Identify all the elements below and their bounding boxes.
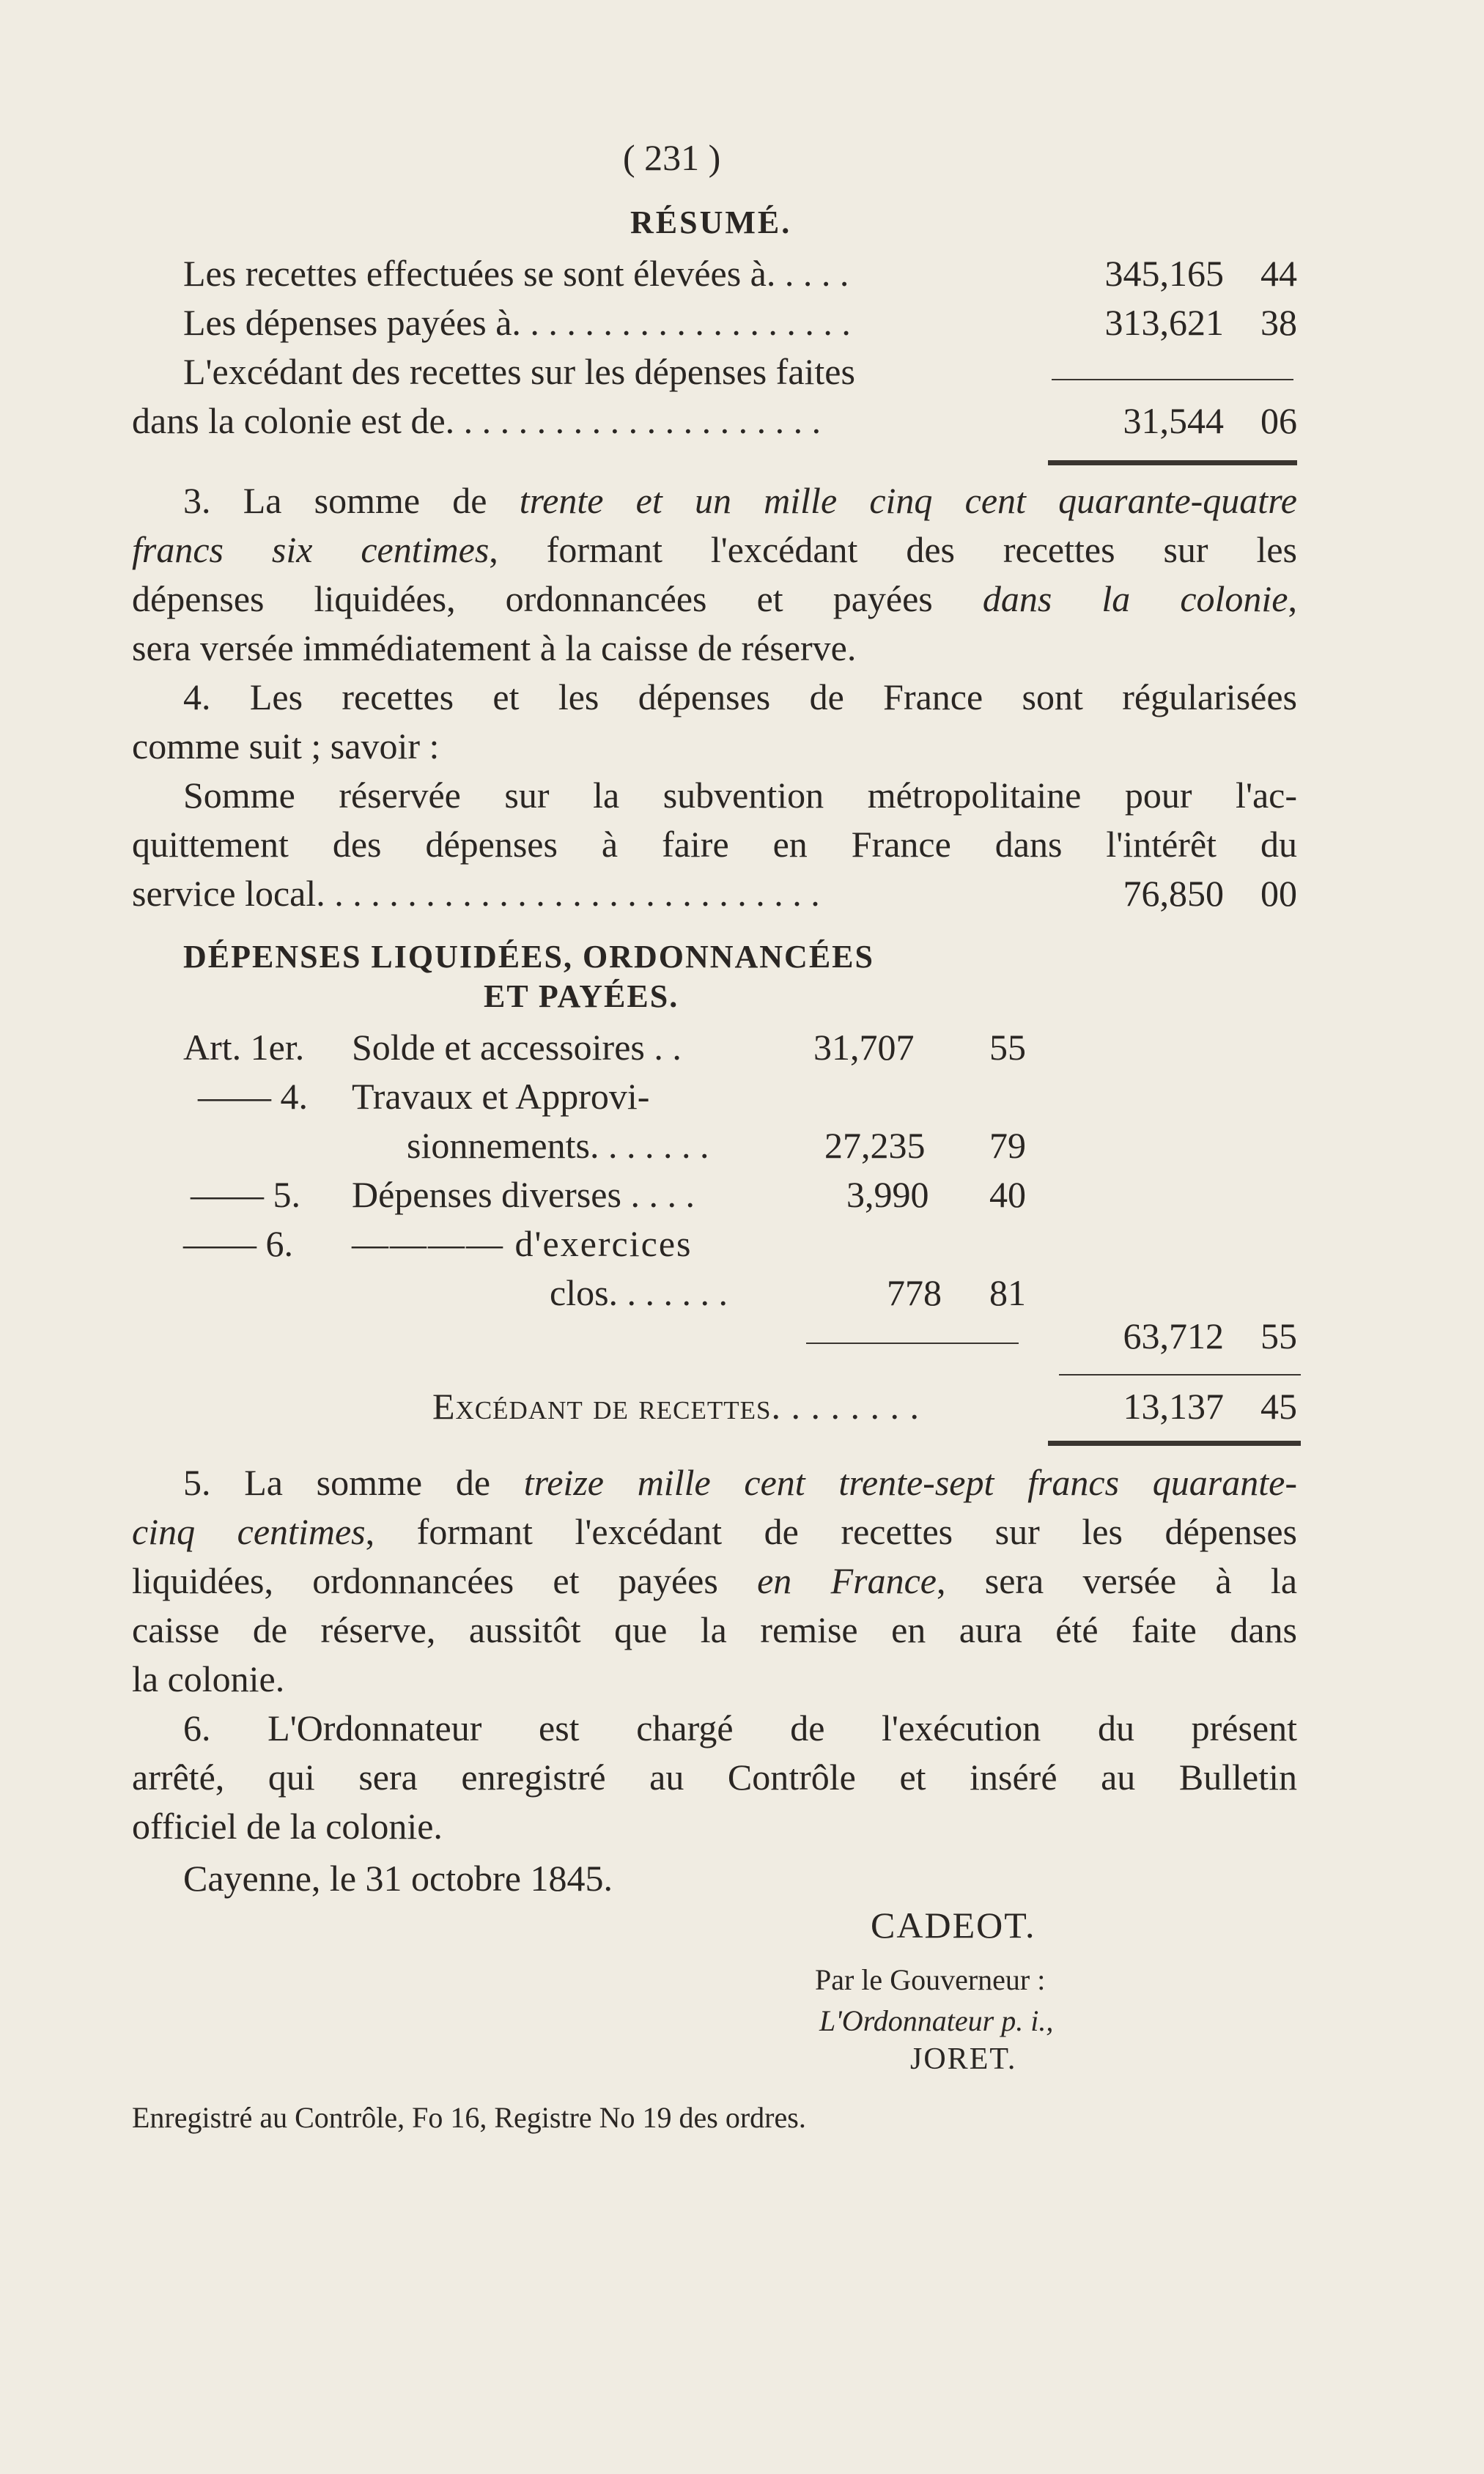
resume-row-cents: 44 <box>1260 253 1297 294</box>
date-line: Cayenne, le 31 octobre 1845. <box>183 1858 613 1899</box>
para4-amount: 76,850 <box>1123 873 1224 914</box>
depense-item <box>183 1170 1033 1219</box>
resume-row-amount: 345,165 <box>1104 253 1224 294</box>
para5-text: , sera versée à la <box>936 1560 1298 1601</box>
para5-italic: treize mille cent trente-sept francs quarante- <box>523 1462 1297 1503</box>
depense-item <box>183 1023 1033 1071</box>
ordonnateur: L'Ordonnateur p. i., <box>819 2004 1054 2037</box>
resume-row-amount: 313,621 <box>1104 302 1224 343</box>
para3-italic: dans la colonie <box>982 578 1288 619</box>
depense-label: sionnements. . . . . . . <box>407 1125 709 1166</box>
para5-line4: caisse de réserve, aussitôt que la remise en aura été faite dans <box>132 1609 1297 1650</box>
depense-label: ———— d'exercices <box>352 1223 693 1264</box>
depense-label: clos. . . . . . . <box>550 1272 728 1313</box>
depense-prefix: Art. 1er. <box>183 1027 305 1068</box>
joret: JORET. <box>910 2042 1017 2076</box>
excedant-rule <box>1048 1441 1301 1446</box>
resume-row-2 <box>183 298 1304 347</box>
resume-dash-rule <box>1052 379 1293 380</box>
resume-row-1 <box>183 249 1304 298</box>
depense-label: Travaux et Approvi- <box>352 1076 650 1117</box>
resume-row-cents: 38 <box>1260 302 1297 343</box>
resume-total-rule <box>1048 460 1297 465</box>
depenses-heading-1: DÉPENSES LIQUIDÉES, ORDONNANCÉES <box>183 939 874 975</box>
depense-amount: 31,707 <box>813 1027 915 1068</box>
excedant-cents: 45 <box>1260 1386 1297 1427</box>
para3-line3 <box>132 575 1297 623</box>
depense-cents: 79 <box>989 1125 1026 1166</box>
depenses-subtotal-rule <box>806 1343 1019 1344</box>
enregistre-line: Enregistré au Contrôle, Fo 16, Registre No 19 des ordres. <box>132 2101 806 2134</box>
depense-cents: 55 <box>989 1027 1026 1068</box>
para3-text: , formant l'excédant des recettes sur les <box>489 529 1297 570</box>
para4-line1: 4. Les recettes et les dépenses de France sont régularisées <box>183 676 1297 717</box>
resume-row-label: L'excédant des recettes sur les dépenses faites <box>183 351 855 392</box>
para5-line3 <box>132 1557 1297 1605</box>
para4-label: service local. . . . . . . . . . . . . . . . . . . . . . . . . . . . <box>132 873 820 914</box>
depenses-total-cents: 55 <box>1260 1315 1297 1356</box>
depense-label: Dépenses diverses . . . . <box>352 1174 695 1215</box>
para3-line4: sera versée immédiatement à la caisse de réserve. <box>132 627 857 668</box>
para6-line2: arrêté, qui sera enregistré au Contrôle et inséré au Bulletin <box>132 1757 1297 1798</box>
resume-row-amount: 31,544 <box>1123 400 1224 441</box>
depense-amount: 27,235 <box>824 1125 926 1166</box>
depense-prefix: —— 6. <box>183 1223 293 1264</box>
para5-line1 <box>183 1458 1297 1507</box>
para5-text: liquidées, ordonnancées et payées <box>132 1560 758 1601</box>
para4-line3: Somme réservée sur la subvention métropolitaine pour l'ac- <box>183 775 1297 816</box>
para6-line1: 6. L'Ordonnateur est chargé de l'exécution du présent <box>183 1707 1297 1749</box>
signature: CADEOT. <box>871 1905 1036 1946</box>
resume-row-label: Les recettes effectuées se sont élevées à. . . . . <box>183 253 849 294</box>
resume-row-4 <box>132 396 1304 445</box>
para3-italic: francs six centimes <box>132 529 490 570</box>
depense-amount: 778 <box>887 1272 942 1313</box>
excedant-amount: 13,137 <box>1123 1386 1224 1427</box>
para5-line5: la colonie. <box>132 1658 285 1699</box>
para3-text: 3. La somme de <box>183 480 520 521</box>
para5-text: , formant l'excédant de recettes sur les dépenses <box>365 1511 1297 1552</box>
para3-italic: trente et un mille cinq cent quarante-quatre <box>519 480 1297 521</box>
resume-row-label: dans la colonie est de. . . . . . . . . . . . . . . . . . . . . <box>132 400 822 441</box>
para4-line5 <box>132 869 1304 917</box>
para5-text: 5. La somme de <box>183 1462 524 1503</box>
para6-line3: officiel de la colonie. <box>132 1806 443 1847</box>
resume-row-cents: 06 <box>1260 400 1297 441</box>
para5-line2 <box>132 1507 1297 1556</box>
para5-italic: cinq centimes <box>132 1511 366 1552</box>
depense-cents: 81 <box>989 1272 1026 1313</box>
depense-prefix: —— 5. <box>191 1174 300 1215</box>
depense-item <box>183 1072 1033 1120</box>
para3-line2 <box>132 525 1297 574</box>
depense-amount: 3,990 <box>846 1174 929 1215</box>
depense-prefix: —— 4. <box>198 1076 308 1117</box>
resume-title: RÉSUMÉ. <box>630 204 792 240</box>
depense-item <box>183 1219 1033 1268</box>
depenses-total-amount: 63,712 <box>1123 1315 1224 1356</box>
para4-line4: quittement des dépenses à faire en France dans l'intérêt du <box>132 824 1297 865</box>
depenses-heading-2: ET PAYÉES. <box>484 978 679 1014</box>
par-le-gouverneur: Par le Gouverneur : <box>815 1963 1046 1996</box>
depense-cents: 40 <box>989 1174 1026 1215</box>
para5-italic: en France <box>757 1560 937 1601</box>
resume-row-3 <box>183 347 855 396</box>
resume-row-label: Les dépenses payées à. . . . . . . . . . . . . . . . . . . <box>183 302 851 343</box>
para3-text: dépenses liquidées, ordonnancées et payées <box>132 578 983 619</box>
excedant-label: Excédant de recettes. . . . . . . . <box>432 1386 920 1427</box>
para4-line2: comme suit ; savoir : <box>132 725 440 767</box>
depense-label: Solde et accessoires . . <box>352 1027 682 1068</box>
page-number: ( 231 ) <box>623 137 721 178</box>
excedant-row <box>432 1382 1304 1430</box>
depenses-total-rule <box>1059 1374 1301 1376</box>
para3-text: , <box>1288 578 1297 619</box>
para4-cents: 00 <box>1260 873 1297 914</box>
para3-line1 <box>183 476 1297 525</box>
